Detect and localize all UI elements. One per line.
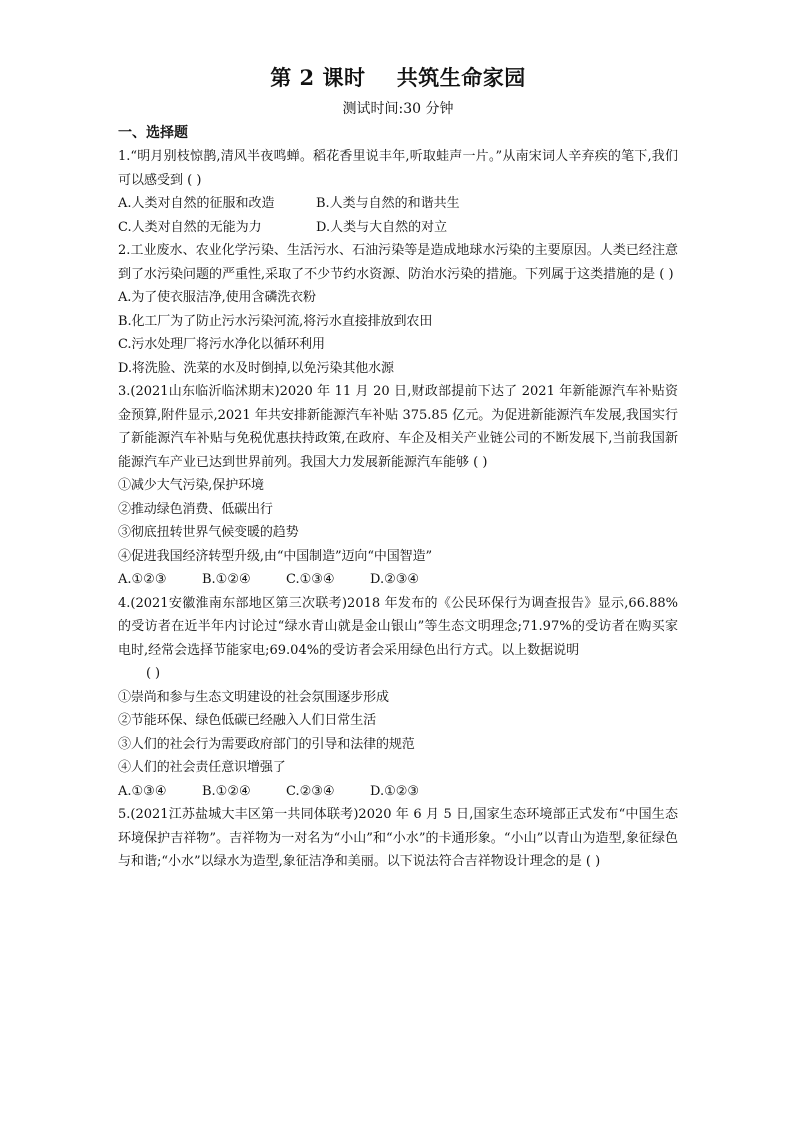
answer-bracket: ( ) <box>146 666 160 681</box>
statement-2: ②推动绿色消费、低碳出行 <box>118 501 273 517</box>
option-d: D.人类与大自然的对立 <box>316 219 448 235</box>
option-c: C.污水处理厂将污水净化以循环利用 <box>118 337 325 352</box>
question-3-text: 3.(2021山东临沂临沭期末)2020 年 11 月 20 日,财政部提前下达了 2021 年新能源汽车补贴资金预算,附件显示,2021 年共安排新能源汽车补贴 375.85 亿元。为促进新能源汽车发展,我国实行了新能源汽车补贴与免税优惠扶持政策,在政府、车企及相关产业链公司的不断发展下,当前我国新能源汽车产业已达到世界前列。我国大力发展新能源汽车能够 ( ) <box>118 384 678 470</box>
section-heading: 一、选择题 <box>118 125 188 141</box>
option-b: B.人类与自然的和谐共生 <box>316 196 460 211</box>
option-d: D.①②③ <box>370 783 420 799</box>
statement-1: ①崇尚和参与生态文明建设的社会氛围逐步形成 <box>118 689 389 705</box>
option-b: B.①②④ <box>202 783 251 799</box>
option-d: D.②③④ <box>370 572 420 587</box>
question-4-options <box>118 780 678 804</box>
option-a: A.人类对自然的征服和改造 <box>118 196 275 211</box>
option-a: A.①②③ <box>118 572 167 587</box>
question-1-text: 1.“明月别枝惊鹊,清风半夜鸣蝉。稻花香里说丰年,听取蛙声一片。”从南宋词人辛弃疾的笔下,我们可以感受到 ( ) <box>118 149 678 188</box>
test-time: 测试时间:30 分钟 <box>342 101 454 117</box>
statement-3: ③彻底扭转世界气候变暖的趋势 <box>118 525 299 540</box>
document-content <box>118 62 678 874</box>
option-a: A.为了使衣服洁净,使用含磷洗衣粉 <box>118 290 316 305</box>
statement-1: ①减少大气污染,保护环境 <box>118 478 264 493</box>
question-5-text: 5.(2021江苏盐城大丰区第一共同体联考)2020 年 6 月 5 日,国家生态环境部正式发布“中国生态环境保护吉祥物”。吉祥物为一对名为“小山”和“小水”的卡通形象。“小山”以青山为造型,象征绿色与和谐;“小水”以绿水为造型,象征洁净和美丽。以下说法符合吉祥物设计理念的是 ( ) <box>118 807 678 869</box>
option-c: C.人类对自然的无能为力 <box>118 219 262 235</box>
page-title: 第 2 课时 共筑生命家园 <box>270 65 526 90</box>
option-d: D.将洗脸、洗菜的水及时倒掉,以免污染其他水源 <box>118 360 394 376</box>
option-a: A.①③④ <box>118 783 167 799</box>
statement-4: ④人们的社会责任意识增强了 <box>118 760 286 775</box>
question-2-text: 2.工业废水、农业化学污染、生活污水、石油污染等是造成地球水污染的主要原因。人类已经注意到了水污染问题的严重性,采取了不少节约水资源、防治水污染的措施。下列属于这类措施的是 ( ) <box>118 243 678 282</box>
option-b: B.①②④ <box>202 572 251 587</box>
option-c: C.②③④ <box>286 783 335 799</box>
question-1-options-row2 <box>118 216 678 240</box>
option-b: B.化工厂为了防止污水污染河流,将污水直接排放到农田 <box>118 313 433 329</box>
question-3-options <box>118 568 678 592</box>
statement-4: ④促进我国经济转型升级,由“中国制造”迈向“中国智造” <box>118 548 433 564</box>
option-c: C.①③④ <box>286 572 335 587</box>
question-1-options-row1 <box>118 192 678 216</box>
statement-2: ②节能环保、绿色低碳已经融入人们日常生活 <box>118 713 377 728</box>
statement-3: ③人们的社会行为需要政府部门的引导和法律的规范 <box>118 736 415 752</box>
question-4-text: 4.(2021安徽淮南东部地区第三次联考)2018 年发布的《公民环保行为调查报告》显示,66.88%的受访者在近半年内讨论过“绿水青山就是金山银山”等生态文明理念;71.97%的受访者在购买家电时,经常会选择节能家电;69.04%的受访者会采用绿色出行方式。以上数据说明 <box>118 595 678 658</box>
